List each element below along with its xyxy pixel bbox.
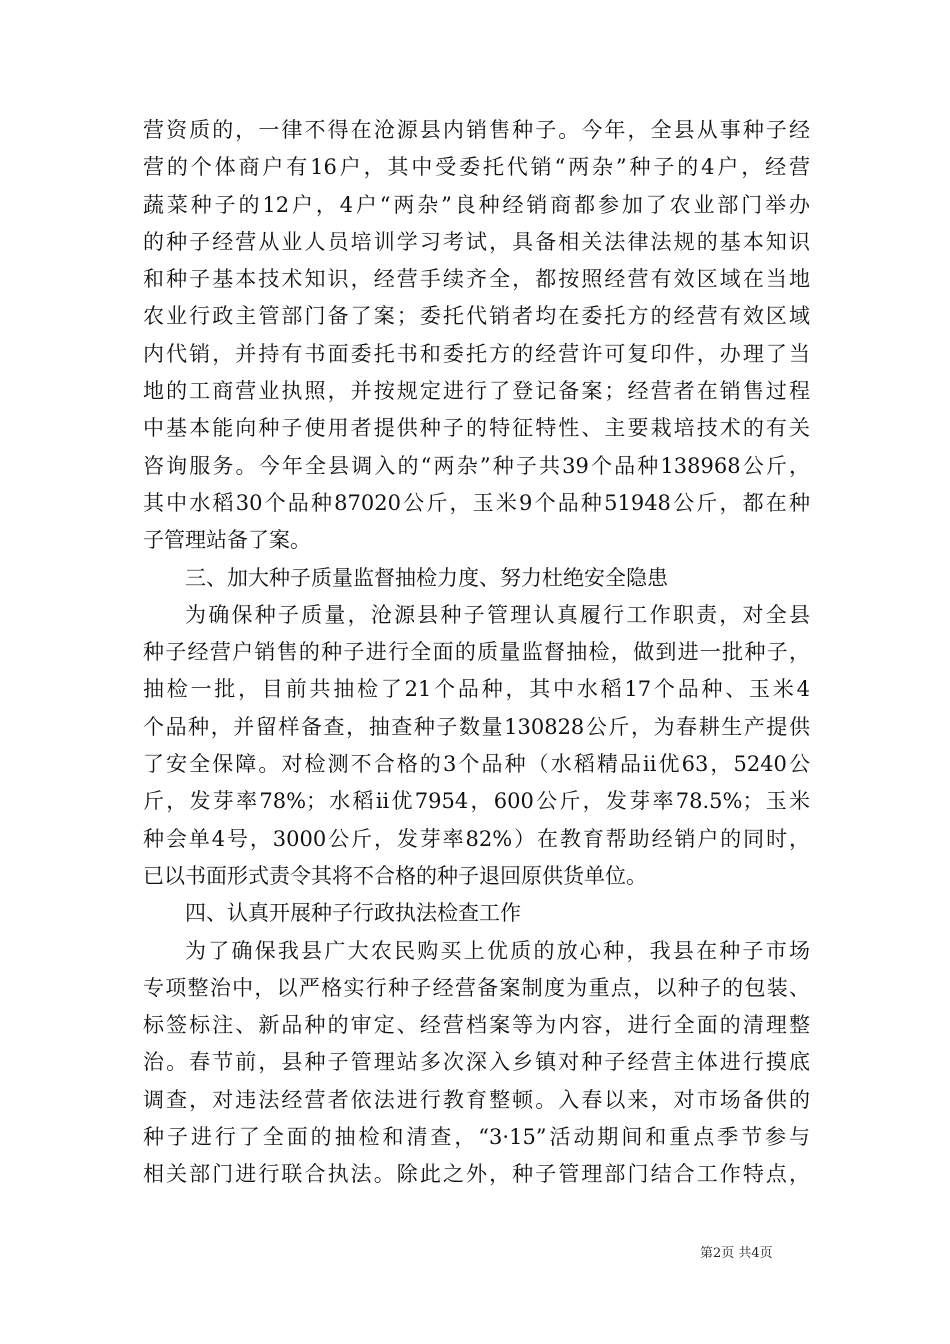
text-line: 三、加大种子质量监督抽检力度、努力杜绝安全隐患: [185, 565, 668, 590]
text-line: 个品种，并留样备查，抽查种子数量130828公斤，为春耕生产提供: [143, 714, 810, 739]
text-line: 的种子经营从业人员培训学习考试，具备相关法律法规的基本知识: [143, 229, 810, 254]
document-body: [143, 112, 810, 1194]
text-line: 标签标注、新品种的审定、经营档案等为内容，进行全面的清理整: [143, 1013, 810, 1038]
text-line: 相关部门进行联合执法。除此之外，种子管理部门结合工作特点，: [143, 1162, 810, 1187]
text-line: 咨询服务。今年全县调入的“两杂”种子共39个品种138968公斤，: [143, 453, 810, 478]
text-line: 营资质的，一律不得在沧源县内销售种子。今年，全县从事种子经: [143, 118, 810, 142]
text-line: 治。春节前，县种子管理站多次深入乡镇对种子经营主体进行摸底: [143, 1050, 810, 1075]
text-line: 其中水稻30个品种87020公斤，玉米9个品种51948公斤，都在种: [143, 490, 810, 515]
text-line: 为了确保我县广大农民购买上优质的放心种，我县在种子市场: [185, 938, 810, 963]
text-line: 斤，发芽率78%；水稻ii优7954，600公斤，发芽率78.5%；玉米: [143, 789, 810, 814]
text-line: 抽检一批，目前共抽检了21个品种，其中水稻17个品种、玉米4: [143, 677, 810, 702]
text-line: 地的工商营业执照，并按规定进行了登记备案；经营者在销售过程: [143, 379, 810, 404]
text-line: 种子进行了全面的抽检和清查，“3·15”活动期间和重点季节参与: [143, 1125, 810, 1150]
text-line: 和种子基本技术知识，经营手续齐全，都按照经营有效区域在当地: [143, 267, 810, 292]
text-line: 为确保种子质量，沧源县种子管理认真履行工作职责，对全县: [185, 602, 810, 627]
text-line: 蔬菜种子的12户，4户“两杂”良种经销商都参加了农业部门举办: [143, 192, 810, 217]
text-line: 农业行政主管部门备了案；委托代销者均在委托方的经营有效区域: [143, 304, 810, 329]
text-line: 种子经营户销售的种子进行全面的质量监督抽检，做到进一批种子，: [143, 640, 810, 665]
text-line: 营的个体商户有16户，其中受委托代销“两杂”种子的4户，经营: [143, 155, 810, 180]
text-line: 四、认真开展种子行政执法检查工作: [185, 901, 521, 926]
text-line: 已以书面形式责令其将不合格的种子退回原供货单位。: [143, 863, 647, 888]
text-line: 了安全保障。对检测不合格的3个品种（水稻精品ii优63，5240公: [143, 752, 810, 777]
page-number-footer: 第2页 共4页: [700, 1246, 773, 1261]
text-line: 专项整治中，以严格实行种子经营备案制度为重点，以种子的包装、: [143, 975, 810, 1000]
text-line: 子管理站备了案。: [143, 528, 311, 553]
text-line: 调查，对违法经营者依法进行教育整顿。入春以来，对市场备供的: [143, 1087, 810, 1112]
text-line: 中基本能向种子使用者提供种子的特征特性、主要栽培技术的有关: [143, 416, 810, 441]
text-line: 种会单4号，3000公斤，发芽率82%）在教育帮助经销户的同时，: [143, 826, 810, 851]
text-line: 内代销，并持有书面委托书和委托方的经营许可复印件，办理了当: [143, 341, 810, 366]
